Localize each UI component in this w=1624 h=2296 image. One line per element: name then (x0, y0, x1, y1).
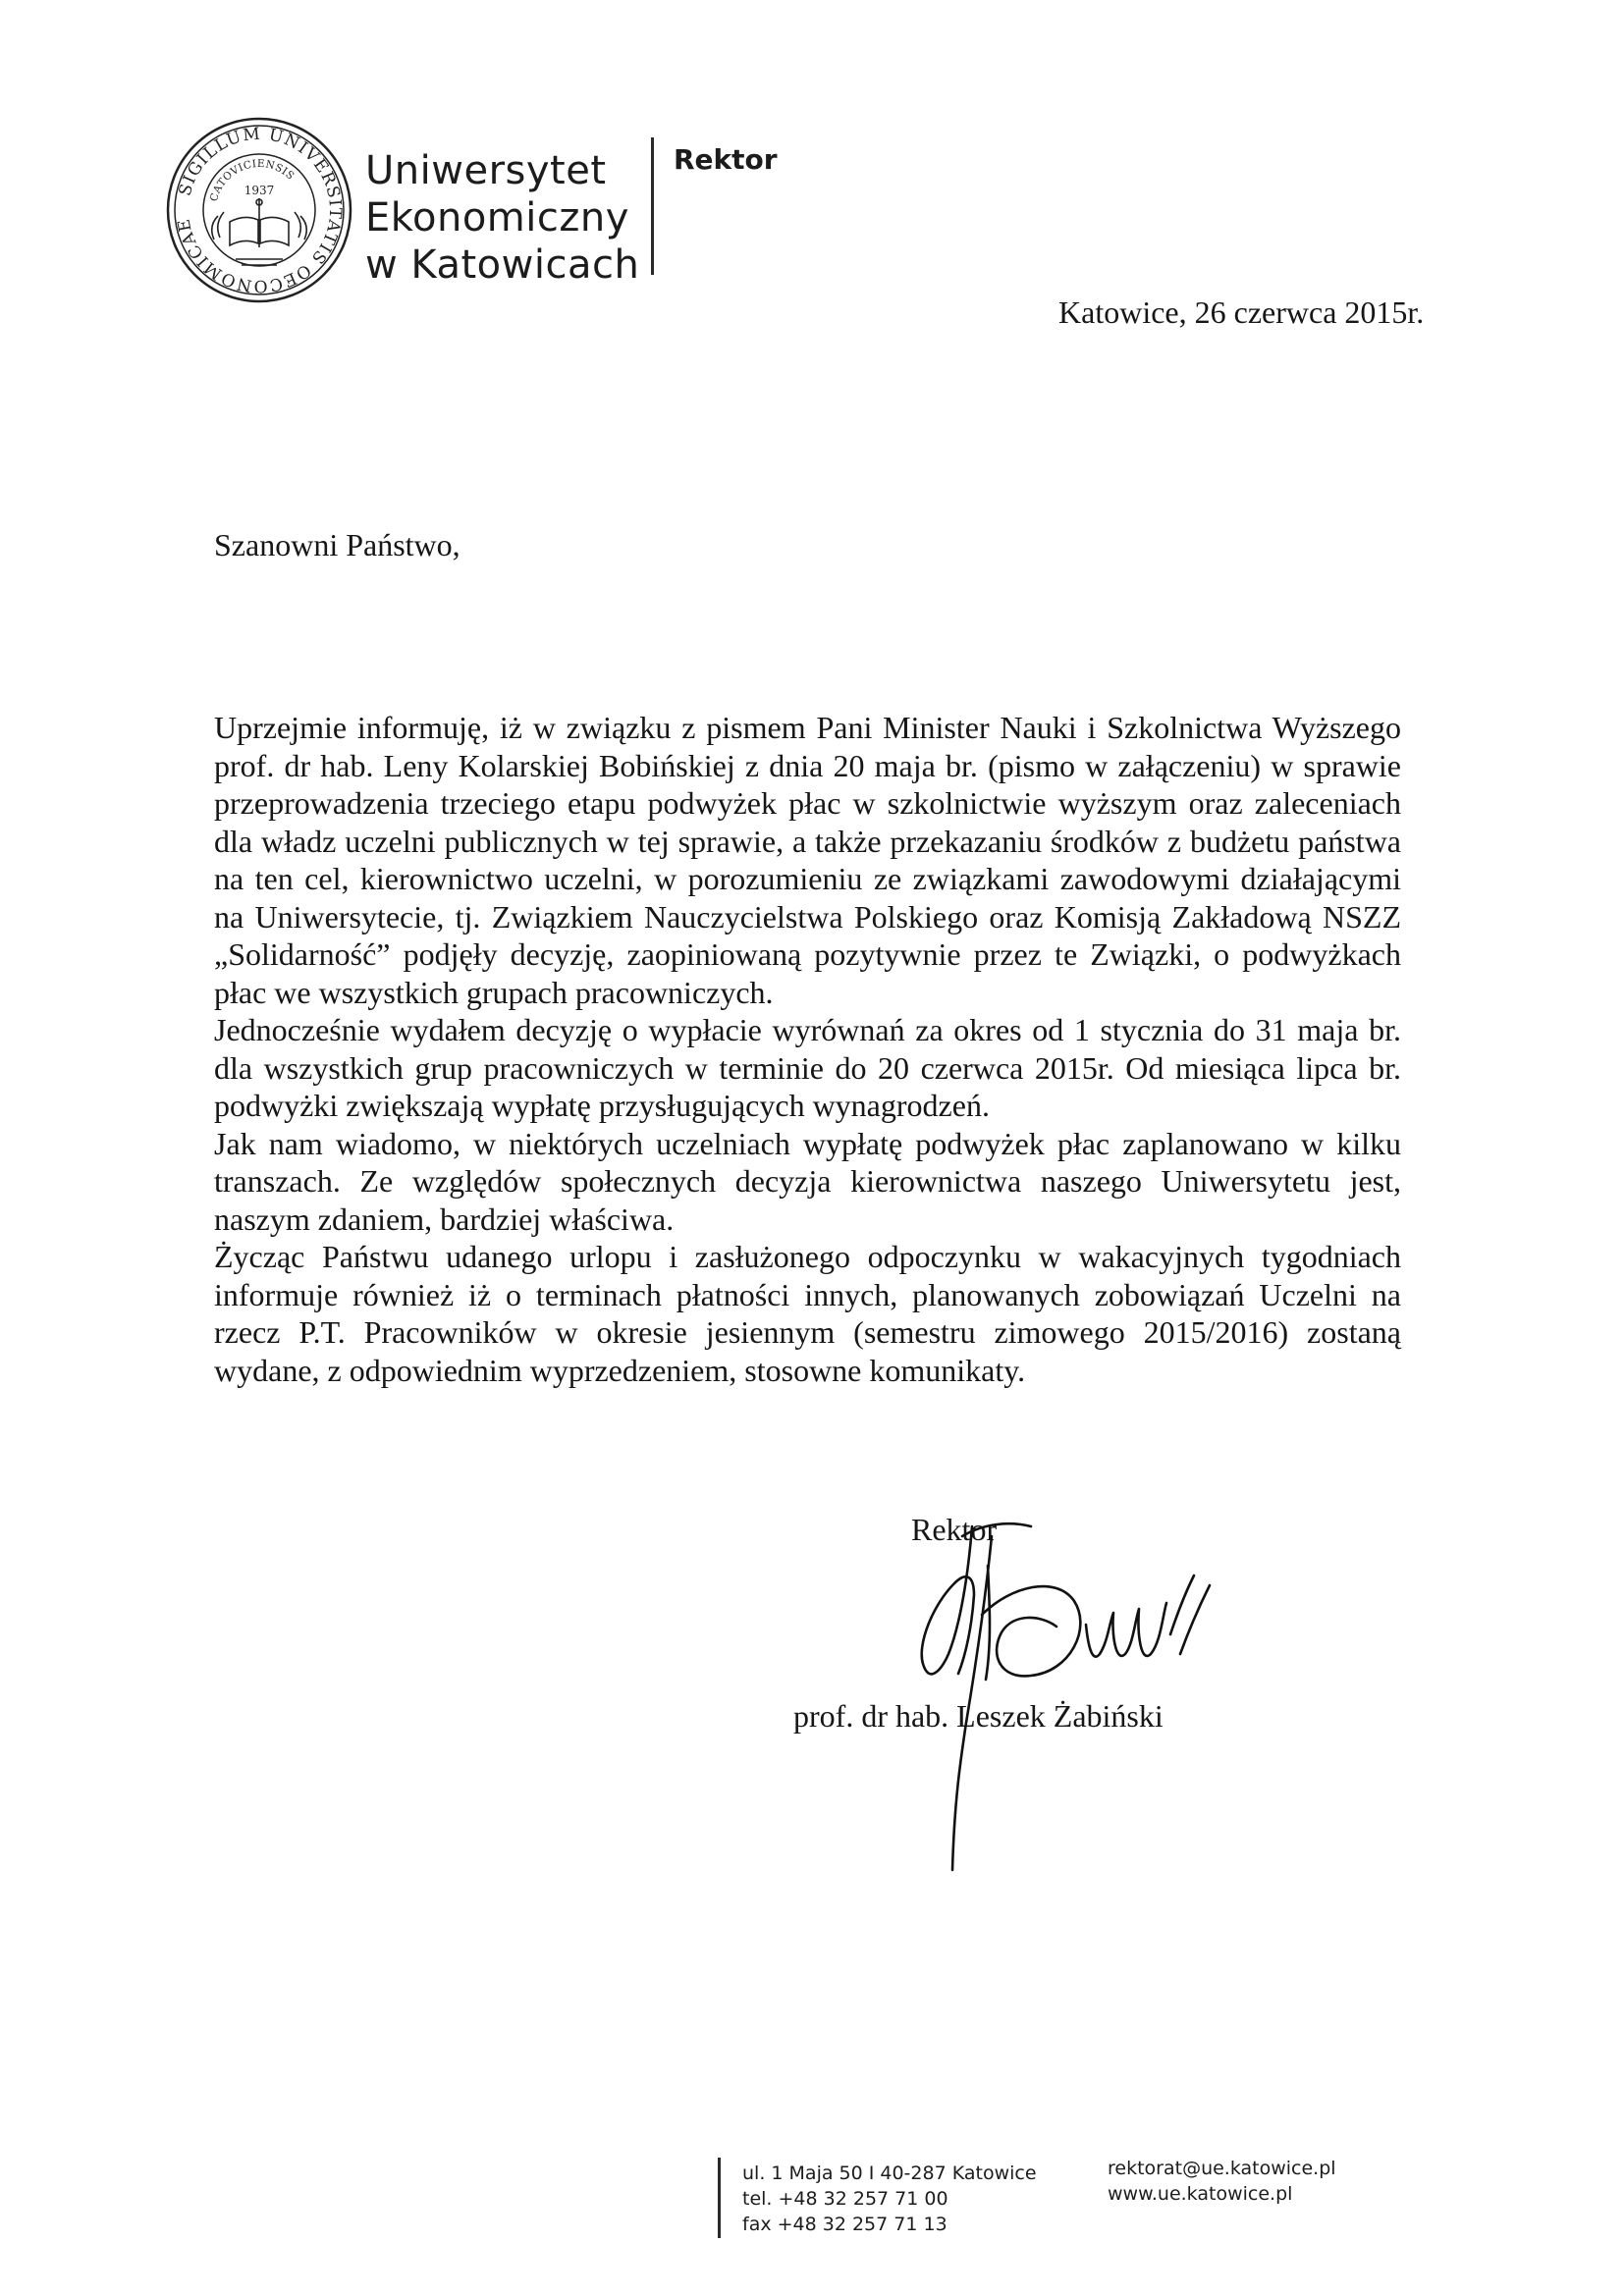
footer-fax: fax +48 32 257 71 13 (742, 2214, 947, 2235)
body-paragraph-3: Jak nam wiadomo, w niektórych uczelniach wypłatę podwyżek płac zaplanowano w kilku transzach. Ze względów społecznych decyzja kierownictwa naszego Uniwersytetu jest, naszym zdaniem, bardziej właściwa. (214, 1125, 1401, 1237)
letter-body (214, 709, 1401, 1389)
footer-website-link[interactable]: www.ue.katowice.pl (1108, 2183, 1293, 2205)
svg-text:SIGILLUM UNIVERSITATIS OECONOM: SIGILLUM UNIVERSITATIS OECONOMICAE (174, 124, 346, 296)
salutation: Szanowni Państwo, (214, 527, 460, 562)
svg-text:1937: 1937 (244, 184, 275, 197)
university-name-line-2: Ekonomiczny (365, 195, 629, 240)
letterhead-divider (651, 137, 654, 275)
footer-email-link[interactable]: rektorat@ue.katowice.pl (1108, 2158, 1336, 2179)
letterhead-office: Rektor (674, 143, 778, 176)
body-paragraph-2: Jednocześnie wydałem decyzję o wypłacie wyrównań za okres od 1 stycznia do 31 maja br. dla wszystkich grup pracowniczych w terminie do 20 czerwca 2015r. Od miesiąca lipca br. podwyżki zwiększają wypłatę przysługujących wynagrodzeń. (214, 1012, 1401, 1123)
footer-online (1108, 2156, 1336, 2207)
body-paragraph-1: Uprzejmie informuję, iż w związku z pismem Pani Minister Nauki i Szkolnictwa Wyższego prof. dr hab. Leny Kolarskiej Bobińskiej z dnia 20 maja br. (pismo w załączeniu) w sprawie przeprowadzenia trzeciego etapu podwyżek płac w szkolnictwie wyższym oraz zaleceniach dla władz uczelni publicznych w tej sprawie, a także przekazaniu środków z budżetu państwa na ten cel, kierownictwo uczelni, w porozumieniu ze związkami zawodowymi działającymi na Uniwersytecie, tj. Związkiem Nauczycielstwa Polskiego oraz Komisją Zakładową NSZZ „Solidarność” podjęły decyzję, zaopiniowaną pozytywnie przez te Związki, o podwyżkach płac we wszystkich grupach pracowniczych. (214, 710, 1401, 1010)
signature-name: prof. dr hab. Leszek Żabiński (793, 1698, 1164, 1734)
body-paragraph-4: Życząc Państwu udanego urlopu i zasłużonego odpoczynku w wakacyjnych tygodniach informuje również iż o terminach płatności innych, planowanych zobowiązań Uczelni na rzecz P.T. Pracowników w okresie jesiennym (semestru zimowego 2015/2016) zostaną wydane, z odpowiednim wyprzedzeniem, stosowne komunikaty. (214, 1239, 1401, 1388)
date-line: Katowice, 26 czerwca 2015r. (1058, 294, 1425, 330)
university-name-line-1: Uniwersytet (365, 148, 607, 193)
svg-text:CATOVICIENSIS: CATOVICIENSIS (207, 157, 297, 203)
signature-title: Rektor (911, 1512, 998, 1547)
footer-phone: tel. +48 32 257 71 00 (742, 2188, 948, 2210)
university-name-line-3: w Katowicach (365, 242, 640, 288)
university-name (365, 147, 639, 289)
footer-contact (742, 2161, 1037, 2237)
footer-divider (718, 2158, 721, 2238)
handwritten-signature (864, 1507, 1218, 1880)
university-seal-logo (165, 116, 353, 304)
footer-address: ul. 1 Maja 50 I 40-287 Katowice (742, 2163, 1037, 2184)
